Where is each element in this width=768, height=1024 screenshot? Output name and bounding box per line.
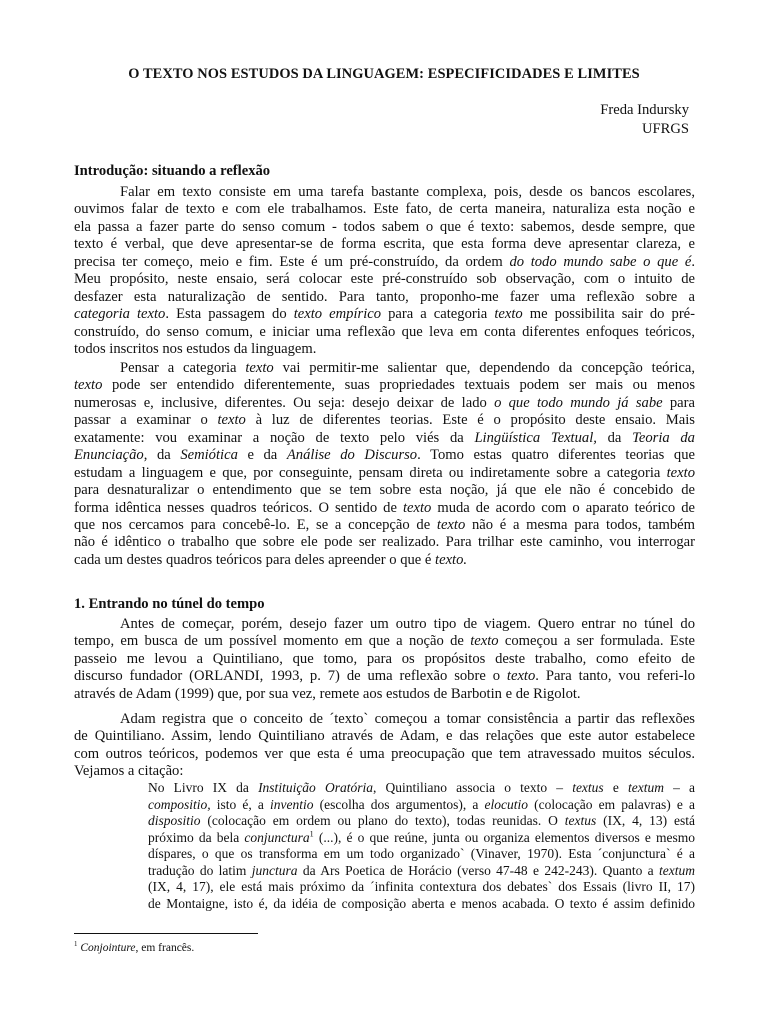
section-heading-introducao: Introdução: situando a reflexão (74, 163, 271, 179)
text-line: de Quintiliano. Assim, lendo Quintiliano através de Adam, e das relações que este autor estabelece (74, 728, 695, 745)
text-line: texto pode ser entendido diferentemente, suas propriedades textuais podem ser mais ou menos (74, 377, 695, 394)
text-line: construído, do senso comum, e iniciar uma reflexão que leva em conta diferentes enfoques teóricos, (74, 323, 695, 340)
text-line: texto é verbal, que deve apresentar-se de forma escrita, que esta forma deve apresentar clareza, e (74, 236, 695, 253)
text-line: todos inscritos nos estudos da linguagem. (74, 340, 317, 357)
section1-paragraph-2 (74, 711, 695, 781)
footnote-separator (74, 933, 258, 934)
quote-line: (IX, 4, 17), ele está mais próximo da ´infinita contextura dos debates` dos Essais (livro II, 17) (148, 879, 695, 895)
author-name: Freda Indursky (600, 102, 689, 118)
footnote-marker: 1 (74, 941, 78, 949)
text-line: não é idêntico o trabalho que sobre ele pode ser realizado. Para trilhar este caminho, vou interrogar (74, 534, 695, 551)
text-line: passeio me levou a Quintiliano, que tomo, para os propósitos deste trabalho, como efeito de (74, 650, 695, 667)
quote-line: No Livro IX da Instituição Oratória, Quintiliano associa o texto – textus e textum – a (148, 780, 695, 795)
text-line: Pensar a categoria texto vai permitir-me salientar que, dependendo da concepção teórica, (120, 360, 695, 376)
text-line: através de Adam (1999) que, por sua vez, remete aos estudos de Barbotin e de Rigolot. (74, 685, 581, 702)
text-line: discurso fundador (ORLANDI, 1993, p. 7) de uma reflexão sobre o texto. Para tanto, vou referi-lo (74, 668, 695, 685)
text-line: forma idêntica nesses quadros teóricos. O sentido de texto muda de acordo com o aparato teórico de (74, 499, 695, 516)
quote-line: díspares, o que os transforma em um todo organizado` (Vinaver, 1970). Esta ´conjunctura` é a (148, 846, 695, 862)
text-line: passar a examinar o texto à luz de diferentes teorias. Este é o propósito deste ensaio. Mais (74, 412, 695, 429)
quote-line: compositio, isto é, a inventio (escolha dos argumentos), a elocutio (colocação em palavras) e a (148, 796, 695, 812)
quote-line: de Montaigne, isto é, da idéia de composição aberta e menos acabada. O texto é assim definido (148, 895, 695, 911)
text-line: estudam a linguagem e que, por conseguinte, pensam direta ou indiretamente sobre a categoria texto (74, 464, 695, 481)
text-line: tempo, em busca de um possível momento em que a noção de texto começou a ser formulada. Este (74, 633, 695, 650)
text-line: para desnaturalizar o entendimento que se tem sobre esta noção, já que ele não é concebido de (74, 482, 695, 499)
text-line: com outros teóricos, podemos ver que esta é uma preocupação que tem atravessado muitos séculos. (74, 745, 695, 762)
author-block (600, 101, 689, 138)
text-line: que nos cercamos para concebê-lo. E, se a concepção de texto não é a mesma para todos, também (74, 516, 695, 533)
block-quote (148, 780, 695, 912)
text-line: exatamente: vou examinar a noção de texto pelo viés da Lingüística Textual, da Teoria da (74, 429, 695, 446)
text-line: ouvimos falar de texto e com ele trabalhamos. Este fato, de certa maneira, naturaliza esta noção e (74, 201, 695, 218)
text-line: Antes de começar, porém, desejo fazer um outro tipo de viagem. Quero entrar no túnel do (120, 616, 695, 632)
footnote (74, 942, 194, 954)
text-line: categoria texto. Esta passagem do texto empírico para a categoria texto me possibilita sair do pré- (74, 306, 695, 323)
text-line: desfazer esta naturalização de sentido. Para tanto, proponho-me fazer uma reflexão sobre a (74, 288, 695, 305)
text-line: numerosas e, inclusive, diferentes. Ou seja: desejo deixar de lado o que todo mundo já sabe para (74, 394, 695, 411)
text-line: Adam registra que o conceito de ´texto` começou a tomar consistência a partir das reflexões (120, 711, 695, 727)
footnote-text: Conjointure, em francês. (80, 942, 195, 954)
text-line: Enunciação, da Semiótica e da Análise do Discurso. Tomo estas quatro diferentes teorias que (74, 447, 695, 464)
quote-line: dispositio (colocação em ordem ou plano do texto), todas reunidas. O textus (IX, 4, 13) está (148, 813, 695, 829)
quote-line: tradução do latim junctura da Ars Poetica de Horácio (verso 47-48 e 242-243). Quanto a textum (148, 862, 695, 878)
intro-paragraph-2 (74, 360, 695, 569)
text-line: Meu propósito, neste ensaio, será colocar este pré-construído sob observação, com o intuito de (74, 271, 695, 288)
section-heading-tunel-do-tempo: 1. Entrando no túnel do tempo (74, 596, 265, 612)
author-affiliation: UFRGS (641, 120, 689, 137)
text-line: precisa ter começo, meio e fim. Este é um pré-construído, da ordem do todo mundo sabe o que é. (74, 253, 695, 270)
intro-paragraph-1 (74, 184, 695, 358)
text-line: Vejamos a citação: (74, 763, 184, 780)
text-line: cada um destes quadros teóricos para deles apreender o que é texto. (74, 551, 468, 568)
quote-line: próximo da bela conjunctura$^1$ (...), é o que reúne, junta ou organiza elementos diversos e mesmo (148, 829, 695, 845)
section1-paragraph-1 (74, 616, 695, 703)
text-line: Falar em texto consiste em uma tarefa bastante complexa, pois, desde os bancos escolares, (120, 184, 695, 200)
paper-title: O TEXTO NOS ESTUDOS DA LINGUAGEM: ESPECIFICIDADES E LIMITES (128, 66, 640, 82)
text-line: ela passa a fazer parte do senso comum - todos sabem o que é texto: sabemos, desde sempre, que (74, 218, 695, 235)
